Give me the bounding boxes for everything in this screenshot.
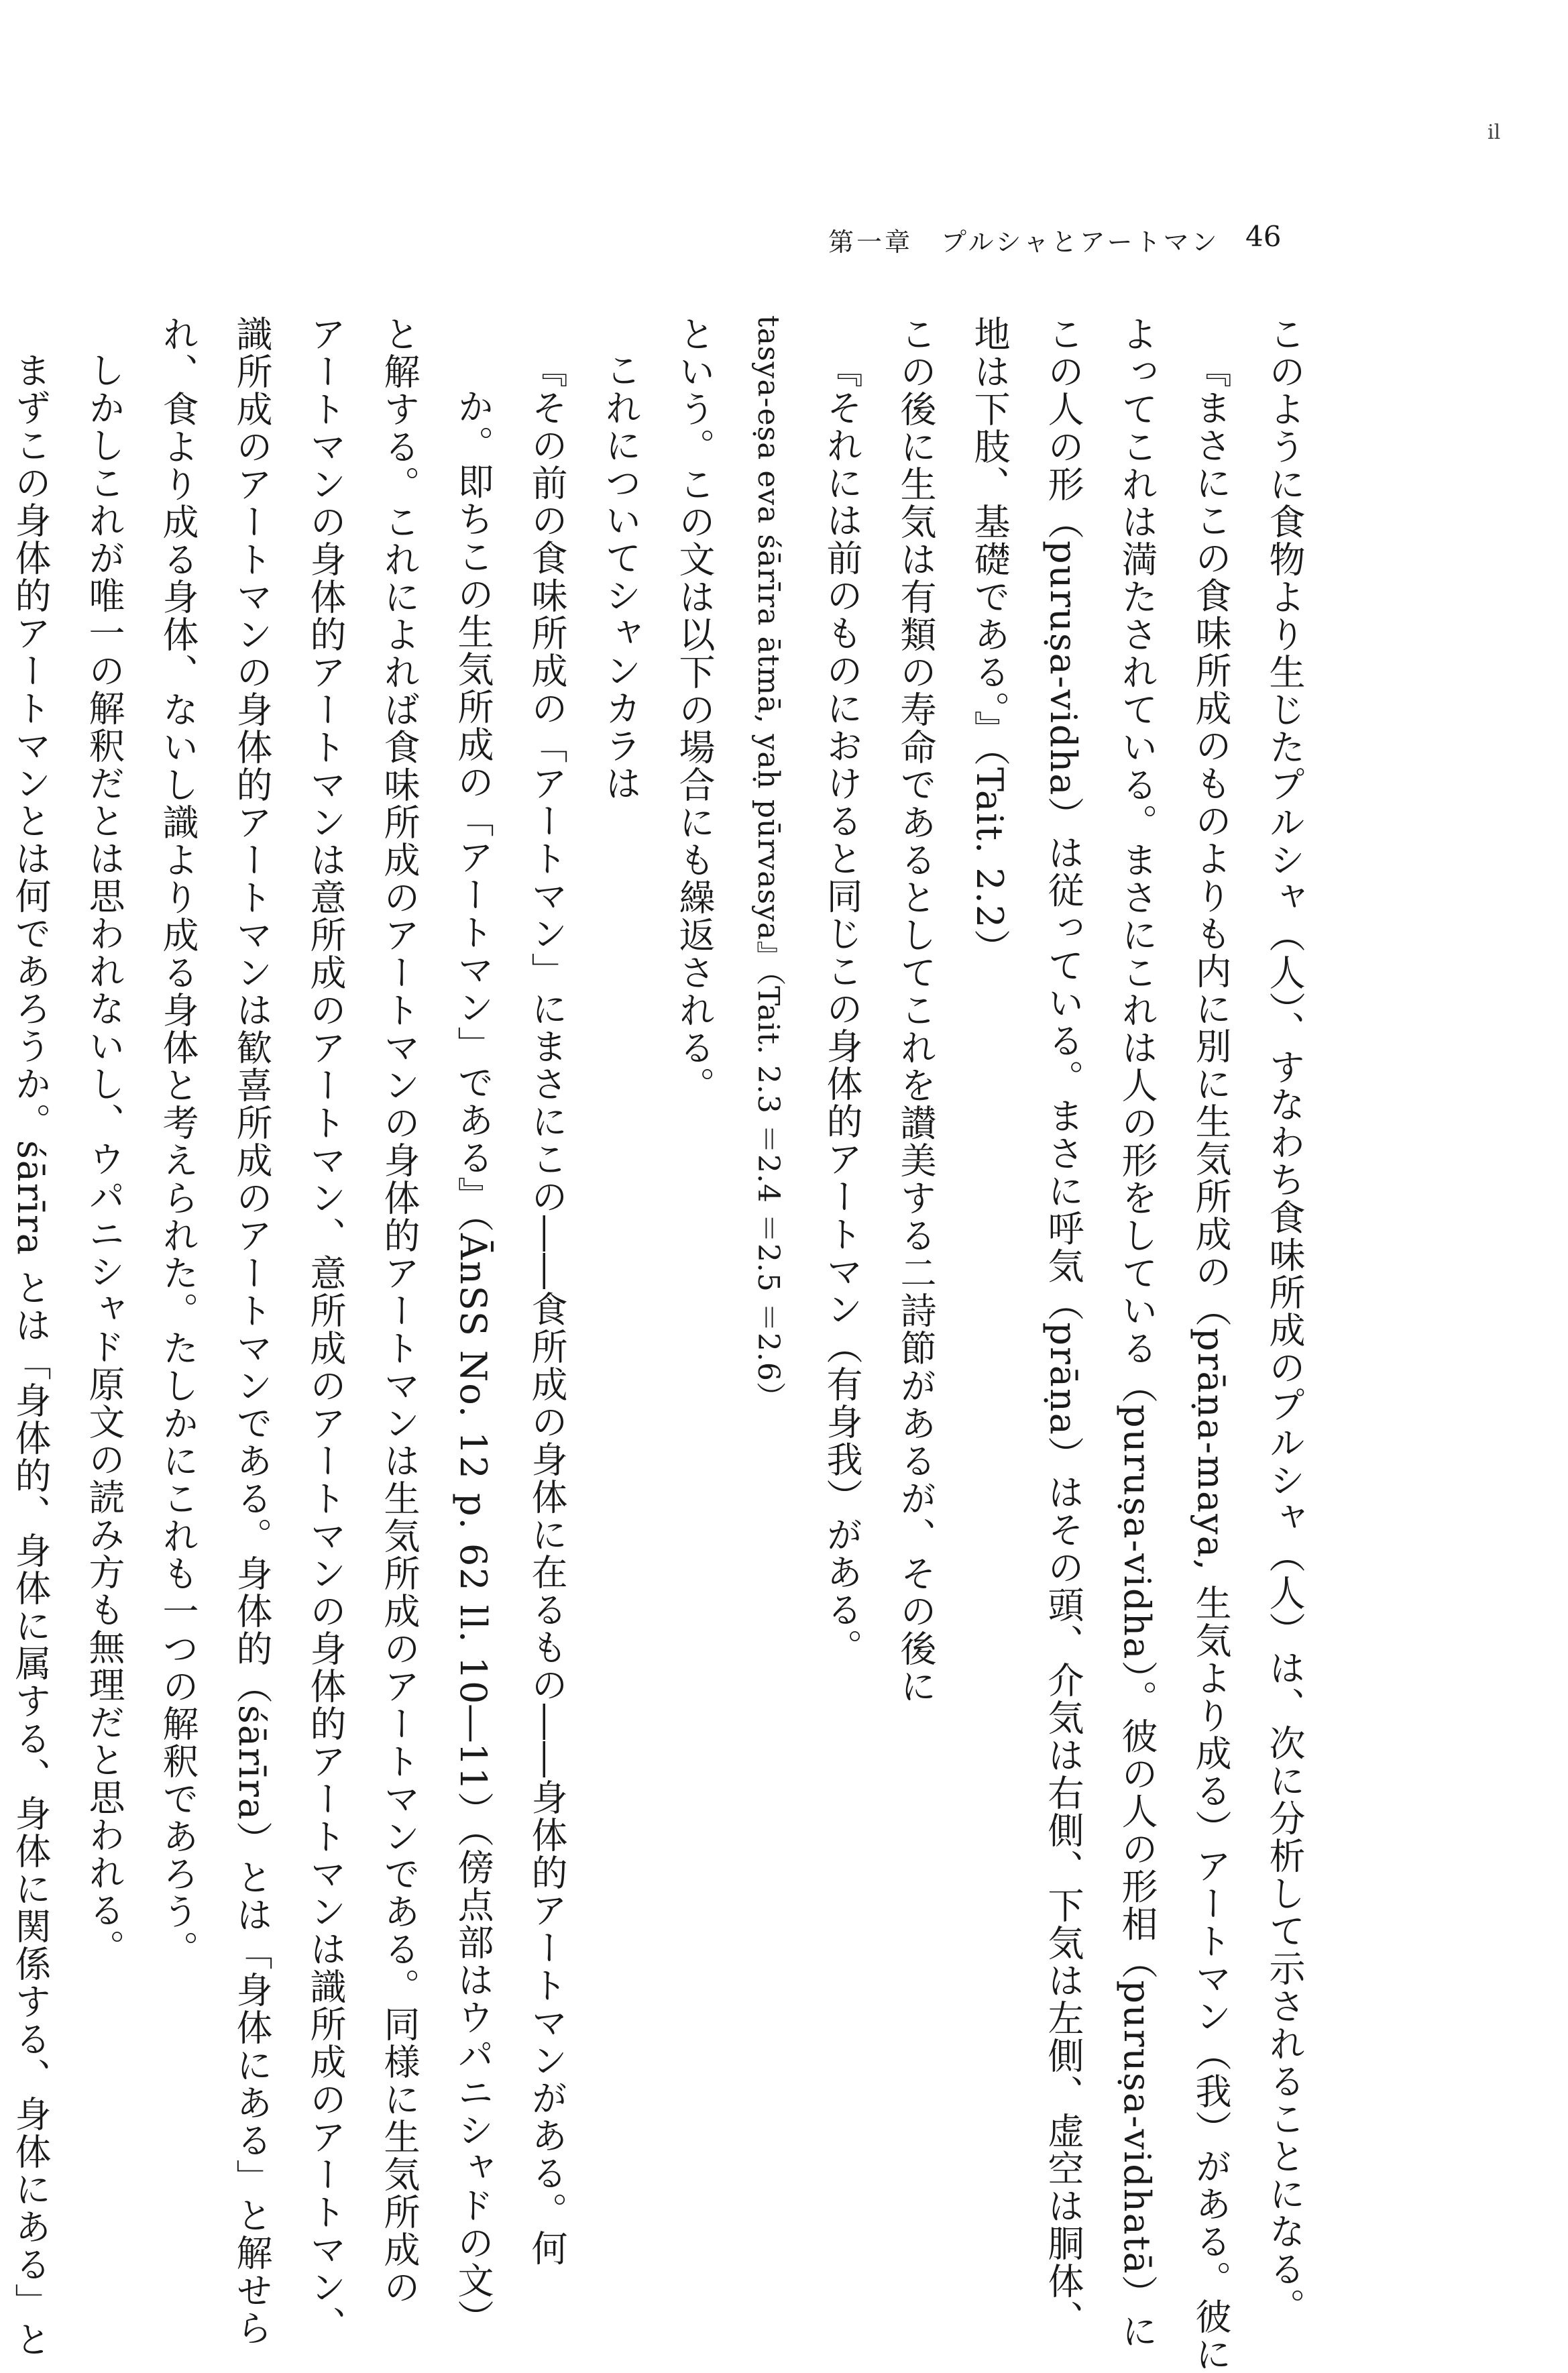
body-text <box>9 315 1321 2373</box>
running-header <box>828 221 1311 268</box>
text-line: しかしこれが唯一の解釈だとは思われないし、ウパニシャド原文の読み方も無理だと思われる。 <box>83 351 125 1967</box>
text-line: 『まさにこの食味所成のものよりも内に別に生気所成の（prāṇa-maya, 生気より成る）アートマン（我）がある。彼に <box>1190 351 1232 2373</box>
text-line: アートマンの身体的アートマンは意所成のアートマン、意所成のアートマンの身体的アートマンは識所成のアートマン、 <box>304 315 347 2343</box>
text-line: この人の形（puruṣa-vidha）は従っている。まさに呼気（prāṇa）はその頭、介気は右側、下気は左側、虚空は胴体、 <box>1042 315 1084 2337</box>
text-line: これについてシャンカラは <box>600 351 642 802</box>
page-number: 46 <box>1245 220 1282 253</box>
text-line: 『その前の食味所成の「アートマン」にまさにこの――食所成の身体に在るもの――身体的アートマンがある。何 <box>526 351 568 2267</box>
text-line: よってこれは満たされている。まさにこれは人の形をしている（puruṣa-vidha）。彼の人の形相（puruṣa-vidhatā）に <box>1116 315 1158 2350</box>
text-line: 識所成のアートマンの身体的アートマンは歓喜所成のアートマンである。身体的（śārīra）とは「身体にある」と解せら <box>231 315 273 2347</box>
text-line: 地は下肢、基礎である。』（Tait. 2.2） <box>968 315 1011 967</box>
text-line: と解する。これによれば食味所成のアートマンの身体的アートマンは生気所成のアートマンである。同様に生気所成の <box>378 315 421 2306</box>
margin-mark: il <box>1488 121 1501 144</box>
chapter-title: 第一章 プルシャとアートマン <box>828 227 1220 257</box>
text-line: このように食物より生じたプルシャ（人）、すなわち食味所成のプルシャ（人）は、次に分析して示されることになる。 <box>1264 315 1306 2325</box>
text-line: という。この文は以下の場合にも繰返される。 <box>673 315 716 1104</box>
text-line: まずこの身体的アートマンとは何であろうか。śārīra とは「身体的、身体に属する、身体に関係する、身体にある」と <box>9 351 52 2359</box>
text-line: れ、食より成る身体、ないし識より成る身体と考えられた。たしかにこれも一つの解釈であろう。 <box>157 315 199 1968</box>
text-line: か。即ちこの生気所成の「アートマン」である』（ĀnSS No. 12 p. 62 ll. 10―11）（傍点部はウパニシャドの文） <box>452 388 494 2337</box>
text-line: 『それには前のものにおけると同じこの身体的アートマン（有身我）がある。 <box>821 351 863 1666</box>
transliteration-line: tasya-eṣa eva śārīra ātmā, yaḥ pūrvasya』（Tait. 2.3 ＝2.4 ＝2.5 ＝2.6） <box>751 315 785 1412</box>
text-line: この後に生気は有類の寿命であるとしてこれを讃美する二詩節があるが、その後に <box>895 315 937 1705</box>
